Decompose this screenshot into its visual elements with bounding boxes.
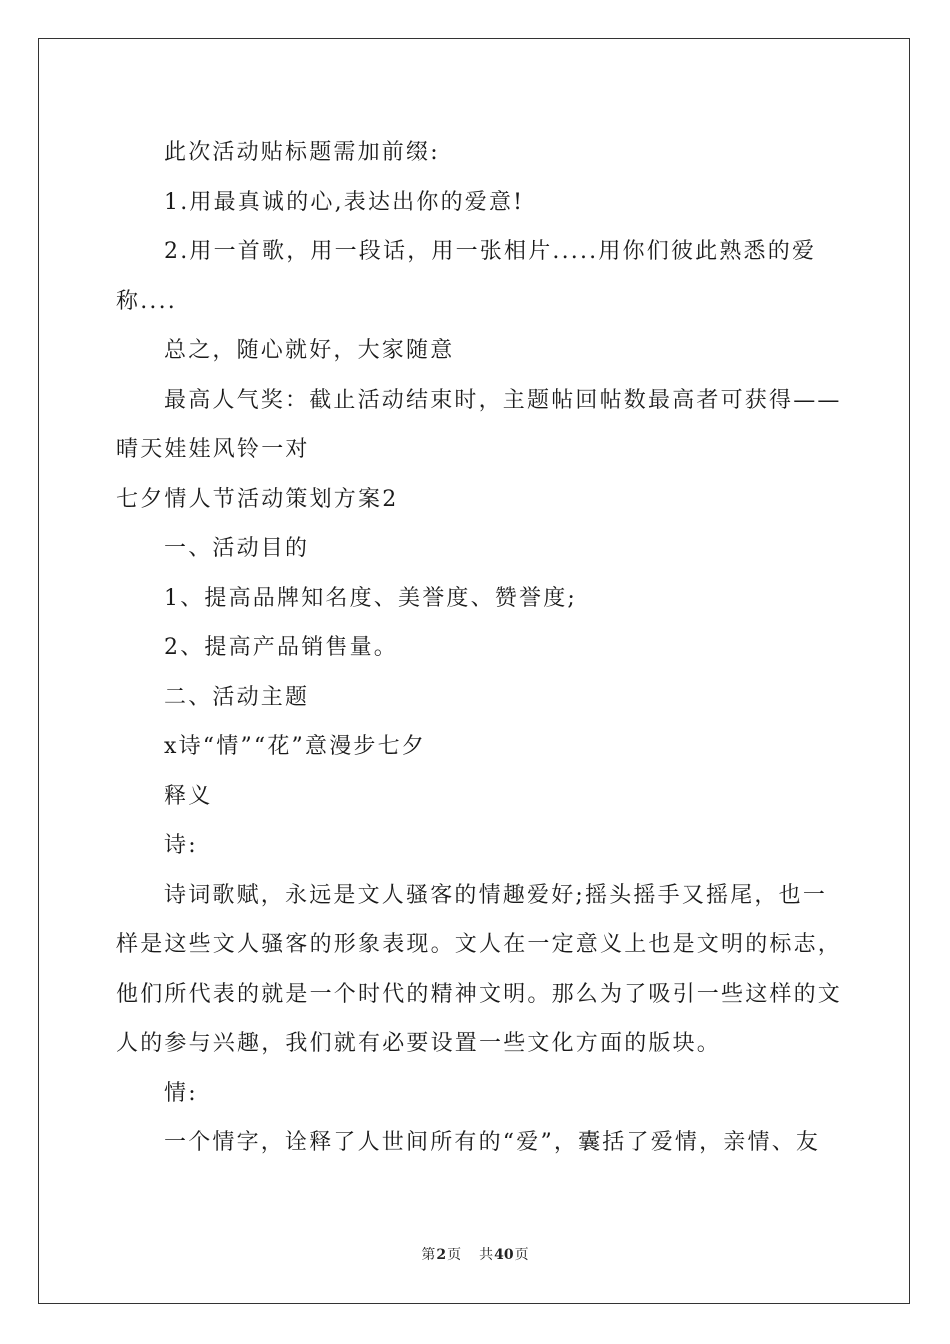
purpose-item-1: 1、提高品牌知名度、美誉度、赞誉度; [164,585,578,611]
footer-total-suffix: 页 [514,1247,529,1263]
paragraph-title-prefix-note: 此次活动贴标题需加前缀: [164,140,440,165]
list-item-2: 2.用一首歌，用一段话，用一张相片.....用你们彼此熟悉的爱 [164,239,817,264]
label-love: 情: [164,1080,198,1106]
footer-page-prefix: 第 [421,1247,436,1263]
paragraph-poem-line-2: 样是这些文人骚客的形象表现。文人在一定意义上也是文明的标志， [116,932,843,957]
paragraph-poem-line-1: 诗词歌赋，永远是文人骚客的情趣爱好;摇头摇手又摇尾，也一 [164,882,828,908]
heading-activity-purpose: 一、活动目的 [164,536,310,561]
footer-total-prefix: 共 [479,1247,494,1263]
paragraph-poem-line-4: 人的参与兴趣，我们就有必要设置一些文化方面的版块。 [116,1031,722,1056]
list-item-2-continuation: 称.... [116,288,177,314]
footer-page-suffix: 页 [447,1247,462,1263]
theme-text: x诗“情”“花”意漫步七夕 [164,734,426,759]
footer-page-total: 40 [494,1247,514,1263]
document-body [116,128,843,1168]
paragraph-award-continuation: 晴天娃娃风铃一对 [116,437,310,462]
paragraph-love-line-1: 一个情字，诠释了人世间所有的“爱”，囊括了爱情，亲情、友 [164,1130,821,1155]
page-footer [0,1244,950,1264]
heading-interpretation: 释义 [164,783,213,809]
purpose-item-2: 2、提高产品销售量。 [164,635,398,660]
paragraph-summary: 总之，随心就好，大家随意 [164,338,455,363]
footer-page-current: 2 [436,1247,447,1263]
list-item-1: 1.用最真诚的心,表达出你的爱意! [164,189,525,215]
heading-activity-theme: 二、活动主题 [164,684,310,710]
paragraph-poem-line-3: 他们所代表的就是一个时代的精神文明。那么为了吸引一些这样的文 [116,981,843,1007]
paragraph-award: 最高人气奖：截止活动结束时，主题帖回帖数最高者可获得—— [164,387,842,413]
label-poem: 诗: [164,833,198,858]
section-title: 七夕情人节活动策划方案2 [116,486,399,512]
